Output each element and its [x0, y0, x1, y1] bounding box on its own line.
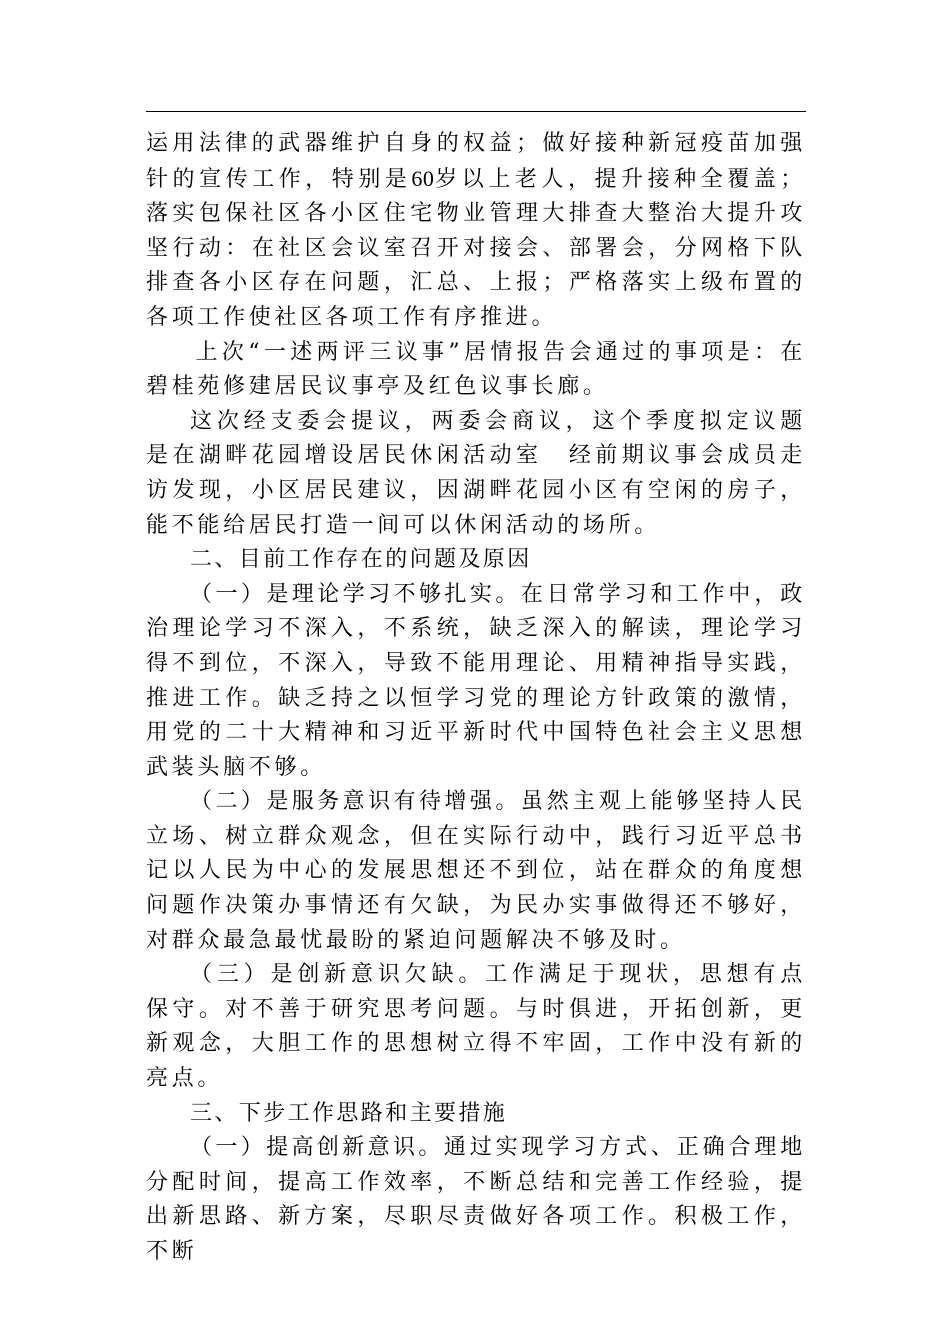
- document-body: [146, 127, 806, 1270]
- paragraph-7: （一）提高创新意识。通过实现学习方式、正确合理地分配时间，提高工作效率，不断总结和完善工作经验，提出新思路、新方案，尽职尽责做好各项工作。积极工作，不断: [146, 1135, 806, 1264]
- age-number: 60: [411, 165, 435, 191]
- paragraph-4: （一）是理论学习不够扎实。在日常学习和工作中，政治理论学习不深入，不系统，缺乏深入的解读，理论学习得不到位，不深入，导致不能用理论、用精神指导实践，推进工作。缺乏持之以恒学习党的理论方针政策的激情，用党的二十大精神和习近平新时代中国特色社会主义思想武装头脑不够。: [146, 581, 807, 780]
- paragraph-1: 运用法律的武器维护自身的权益；做好接种新冠疫苗加强针的宣传工作，特别是60岁以上老人，提升接种全覆盖；落实包保社区各小区住宅物业管理大排查大整治大提升攻坚行动：在社区会议室召开对接会、部署会，分网格下队排查各小区存在问题，汇总、上报；严格落实上级布置的各项工作使社区各项工作有序推进。: [146, 131, 806, 330]
- paragraph-2: 上次“一述两评三议事”居情报告会通过的事项是：在碧桂苑修建居民议事亭及红色议事长廊。: [146, 339, 806, 400]
- section-heading-3: 三、下步工作思路和主要措施: [190, 1100, 508, 1126]
- paragraph-5-lead: （二）是服务意识有待增强。: [190, 789, 521, 815]
- section-heading-2: 二、目前工作存在的问题及原因: [190, 547, 532, 573]
- paragraph-4-lead: （一）是理论学习不够扎实。: [190, 581, 521, 607]
- paragraph-5: （二）是服务意识有待增强。虽然主观上能够坚持人民立场、树立群众观念，但在实际行动中，践行习近平总书记以人民为中心的发展思想还不到位，站在群众的角度想问题作决策办事情还有欠缺，为民办实事做得还不够好，对群众最急最忧最盼的紧迫问题解决不够及时。: [146, 789, 807, 953]
- paragraph-3: 这次经支委会提议，两委会商议，这个季度拟定议题是在湖畔花园增设居民休闲活动室 经前期议事会成员走访发现，小区居民建议，因湖畔花园小区有空闲的房子，能不能给居民打造一间可以休闲活动的场所。: [146, 408, 806, 538]
- paragraph-6: （三）是创新意识欠缺。工作满足于现状，思想有点保守。对不善于研究思考问题。与时俱进，开拓创新，更新观念，大胆工作的思想树立得不牢固，工作中没有新的亮点。: [146, 962, 806, 1092]
- paragraph-7-lead: （一）提高创新意识。: [190, 1135, 444, 1161]
- header-rule: [146, 111, 806, 112]
